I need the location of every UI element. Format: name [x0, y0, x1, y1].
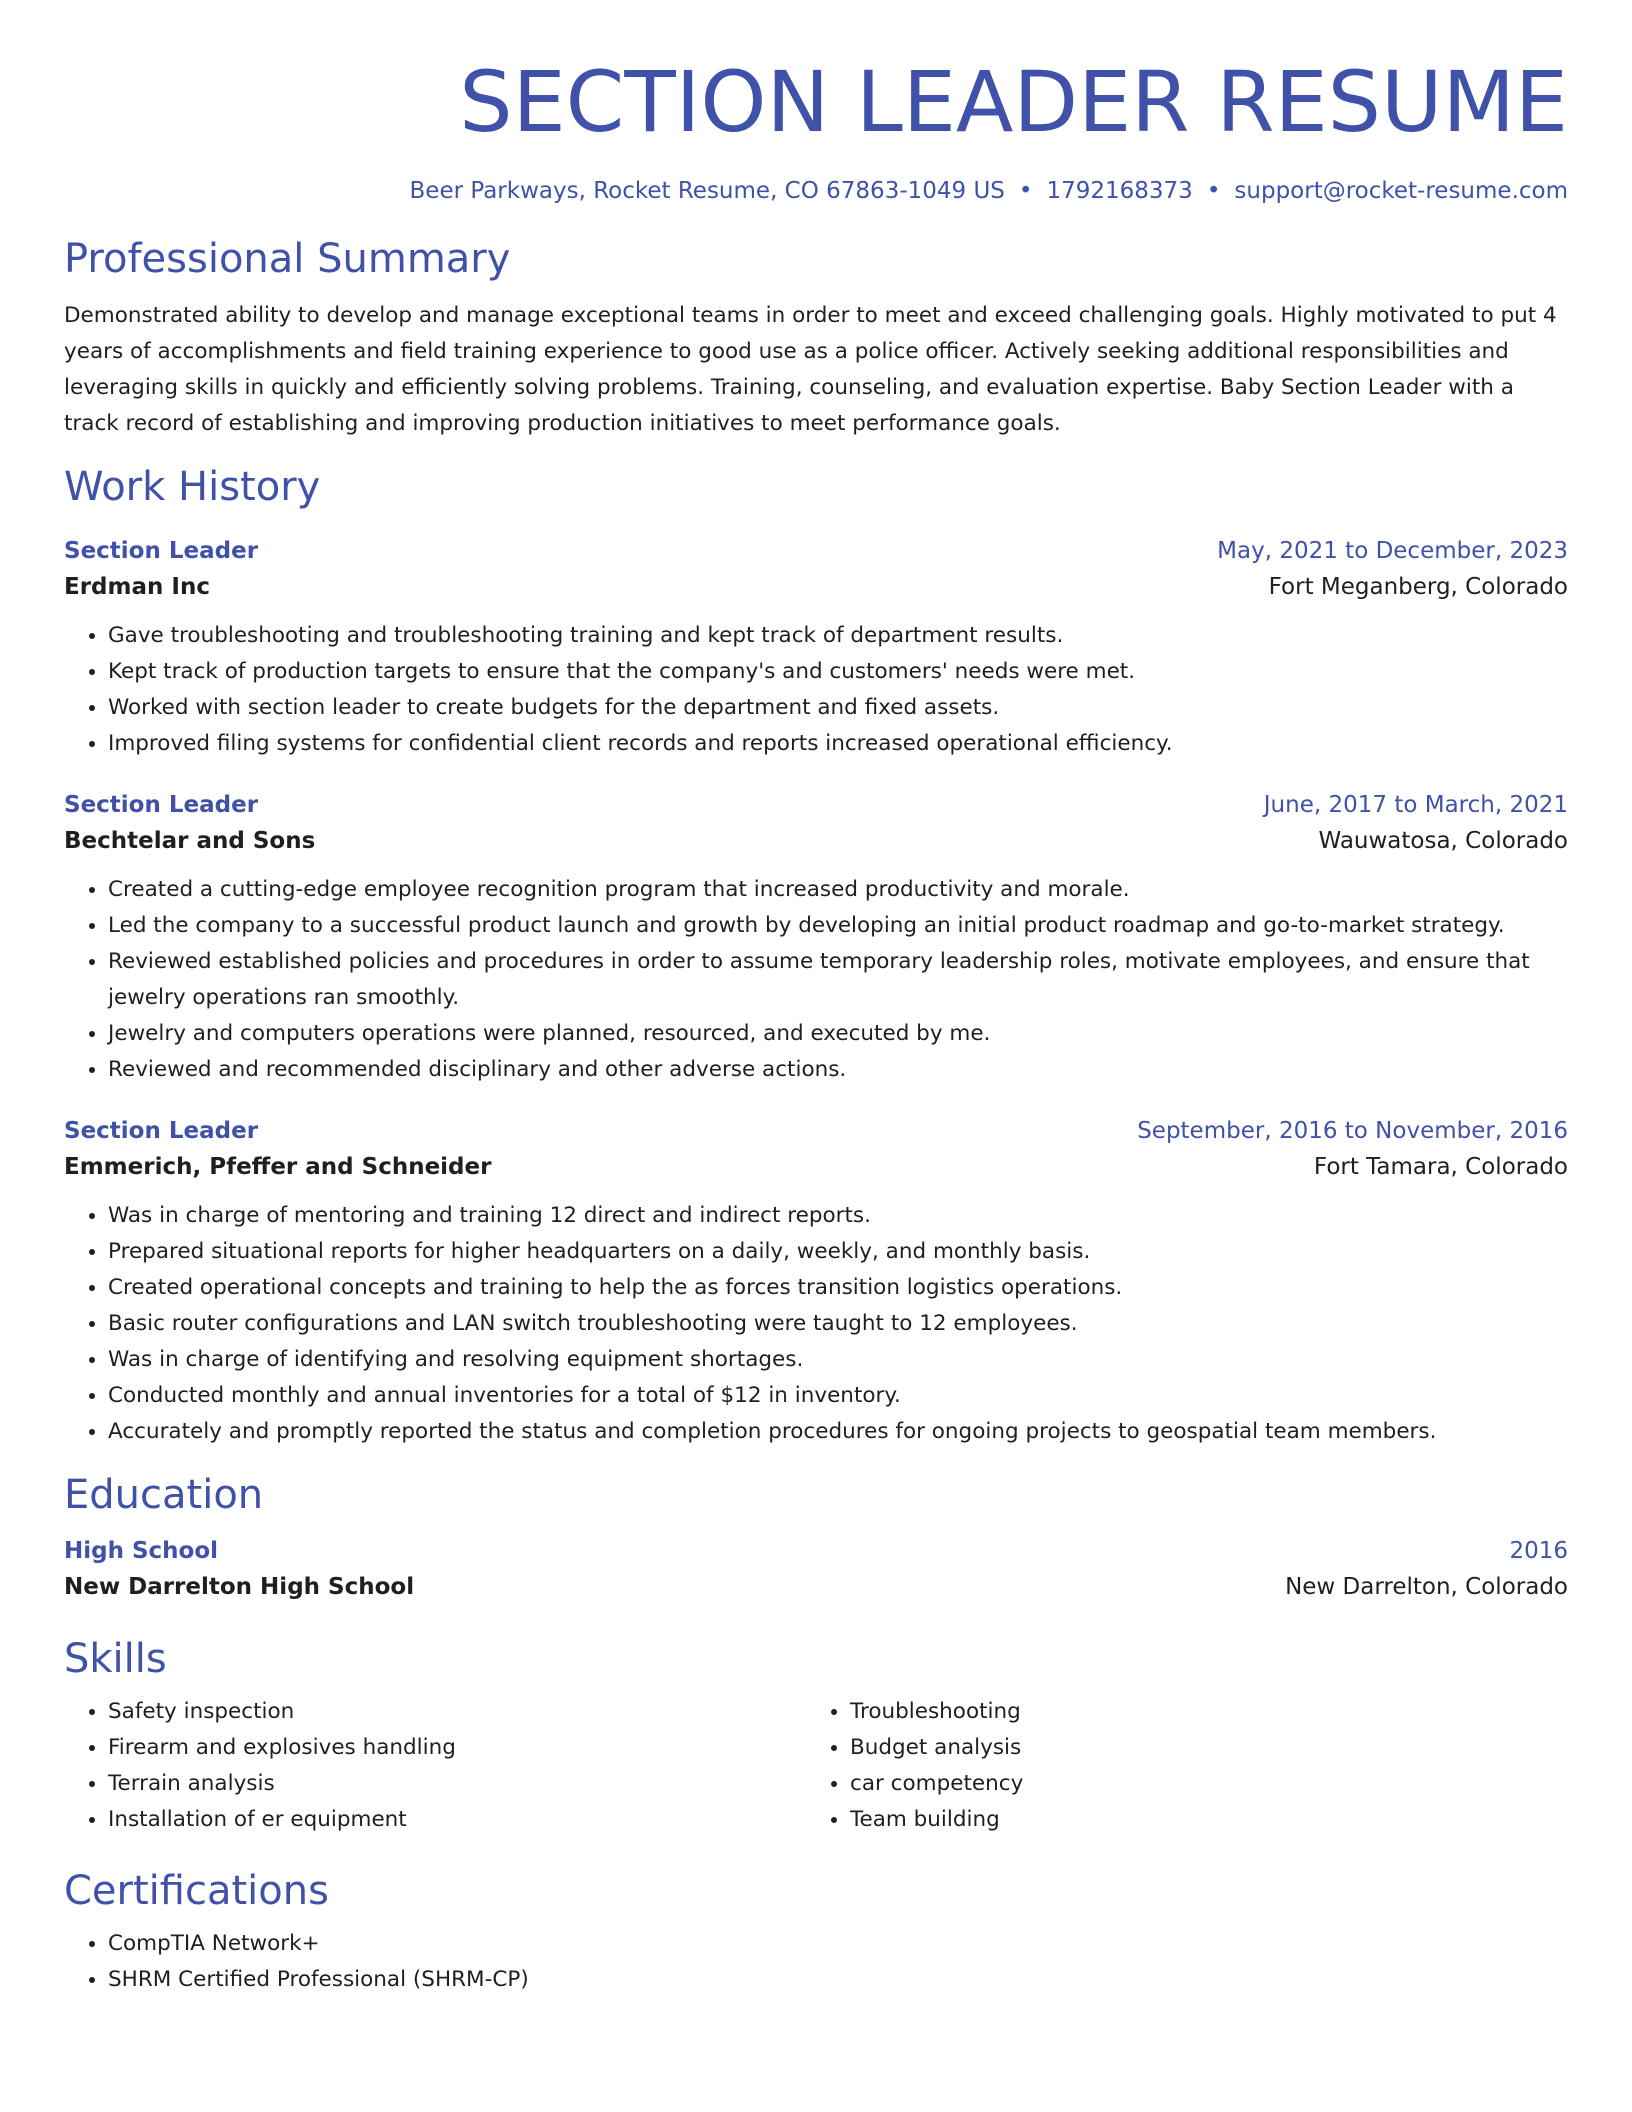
skills-list	[806, 1694, 1548, 1838]
summary-heading: Professional Summary	[64, 236, 511, 282]
job-company: Bechtelar and Sons	[64, 828, 316, 854]
list-item: • car competency	[850, 1766, 1548, 1802]
job-location: Wauwatosa, Colorado	[1318, 828, 1568, 854]
skills-column-right	[806, 1694, 1548, 1838]
skills-grid	[64, 1694, 1568, 1838]
work-history-section	[64, 462, 1568, 1450]
job-dates: September, 2016 to November, 2016	[1137, 1118, 1568, 1144]
list-item: • Accurately and promptly reported the status and completion procedures for ongoing projects to geospatial team members.	[108, 1414, 1568, 1450]
list-item: • Reviewed established policies and procedures in order to assume temporary leadership roles, motivate employees, and ensure that jewelry operations ran smoothly.	[108, 944, 1568, 1016]
list-item: • Improved filing systems for confidential client records and reports increased operational efficiency.	[108, 726, 1568, 762]
job-location: Fort Meganberg, Colorado	[1268, 574, 1568, 600]
skills-column-left	[64, 1694, 806, 1838]
job-dates: June, 2017 to March, 2021	[1263, 792, 1568, 818]
list-item: • Troubleshooting	[850, 1694, 1548, 1730]
contact-line	[64, 176, 1568, 206]
list-item: • Reviewed and recommended disciplinary and other adverse actions.	[108, 1052, 1568, 1088]
job-entry	[64, 1114, 1568, 1450]
certifications-heading: Certifications	[64, 1868, 329, 1914]
work-history-heading: Work History	[64, 464, 321, 510]
list-item: • Worked with section leader to create budgets for the department and fixed assets.	[108, 690, 1568, 726]
job-entry	[64, 534, 1568, 762]
list-item: • CompTIA Network+	[108, 1926, 1568, 1962]
education-school: New Darrelton High School	[64, 1574, 415, 1600]
contact-separator: •	[1206, 178, 1221, 204]
job-bullets	[64, 618, 1568, 762]
list-item: • Gave troubleshooting and troubleshooting training and kept track of department results.	[108, 618, 1568, 654]
list-item: • Kept track of production targets to ensure that the company's and customers' needs were met.	[108, 654, 1568, 690]
resume-header	[64, 0, 1568, 206]
certifications-list	[64, 1926, 1568, 1998]
list-item: • Jewelry and computers operations were planned, resourced, and executed by me.	[108, 1016, 1568, 1052]
job-location: Fort Tamara, Colorado	[1313, 1154, 1568, 1180]
contact-separator: •	[1018, 178, 1033, 204]
list-item: • Conducted monthly and annual inventories for a total of $12 in inventory.	[108, 1378, 1568, 1414]
resume-title: SECTION LEADER RESUME	[459, 53, 1568, 151]
job-title: Section Leader	[64, 538, 259, 564]
skills-section	[64, 1634, 1568, 1838]
job-title: Section Leader	[64, 1118, 259, 1144]
list-item: • Budget analysis	[850, 1730, 1548, 1766]
contact-phone: 1792168373	[1046, 178, 1193, 204]
contact-email: support@rocket-resume.com	[1234, 178, 1568, 204]
list-item: • Was in charge of identifying and resolving equipment shortages.	[108, 1342, 1568, 1378]
job-company: Emmerich, Pfeffer and Schneider	[64, 1154, 492, 1180]
skills-list	[64, 1694, 806, 1838]
job-bullets	[64, 1198, 1568, 1450]
list-item: • Led the company to a successful product launch and growth by developing an initial product roadmap and go-to-market strategy.	[108, 908, 1568, 944]
certifications-section	[64, 1866, 1568, 1998]
list-item: • Installation of er equipment	[108, 1802, 806, 1838]
list-item: • Created a cutting-edge employee recognition program that increased productivity and morale.	[108, 872, 1568, 908]
education-year: 2016	[1509, 1538, 1568, 1564]
job-dates: May, 2021 to December, 2023	[1217, 538, 1568, 564]
summary-text: Demonstrated ability to develop and manage exceptional teams in order to meet and exceed challenging goals. Highly motivated to put 4 years of accomplishments and field training experience to good use as a police officer. Actively seeking additional responsibilities and leveraging skills in quickly and efficiently solving problems. Training, counseling, and evaluation expertise. Baby Section Leader with a track record of establishing and improving production initiatives to meet performance goals.	[64, 303, 1557, 436]
list-item: • Safety inspection	[108, 1694, 806, 1730]
list-item: • Prepared situational reports for higher headquarters on a daily, weekly, and monthly basis.	[108, 1234, 1568, 1270]
education-section	[64, 1470, 1568, 1606]
list-item: • Team building	[850, 1802, 1548, 1838]
education-heading: Education	[64, 1472, 264, 1518]
list-item: • Basic router configurations and LAN switch troubleshooting were taught to 12 employees.	[108, 1306, 1568, 1342]
education-degree: High School	[64, 1538, 219, 1564]
job-title: Section Leader	[64, 792, 259, 818]
job-bullets	[64, 872, 1568, 1088]
contact-address: Beer Parkways, Rocket Resume, CO 67863-1049 US	[409, 178, 1005, 204]
list-item: • Terrain analysis	[108, 1766, 806, 1802]
job-company: Erdman Inc	[64, 574, 210, 600]
list-item: • SHRM Certified Professional (SHRM-CP)	[108, 1962, 1568, 1998]
list-item: • Created operational concepts and training to help the as forces transition logistics operations.	[108, 1270, 1568, 1306]
resume-page	[64, 0, 1568, 1998]
job-entry	[64, 788, 1568, 1088]
education-location: New Darrelton, Colorado	[1285, 1574, 1568, 1600]
list-item: • Firearm and explosives handling	[108, 1730, 806, 1766]
list-item: • Was in charge of mentoring and training 12 direct and indirect reports.	[108, 1198, 1568, 1234]
skills-heading: Skills	[64, 1636, 167, 1682]
summary-section	[64, 234, 1568, 442]
